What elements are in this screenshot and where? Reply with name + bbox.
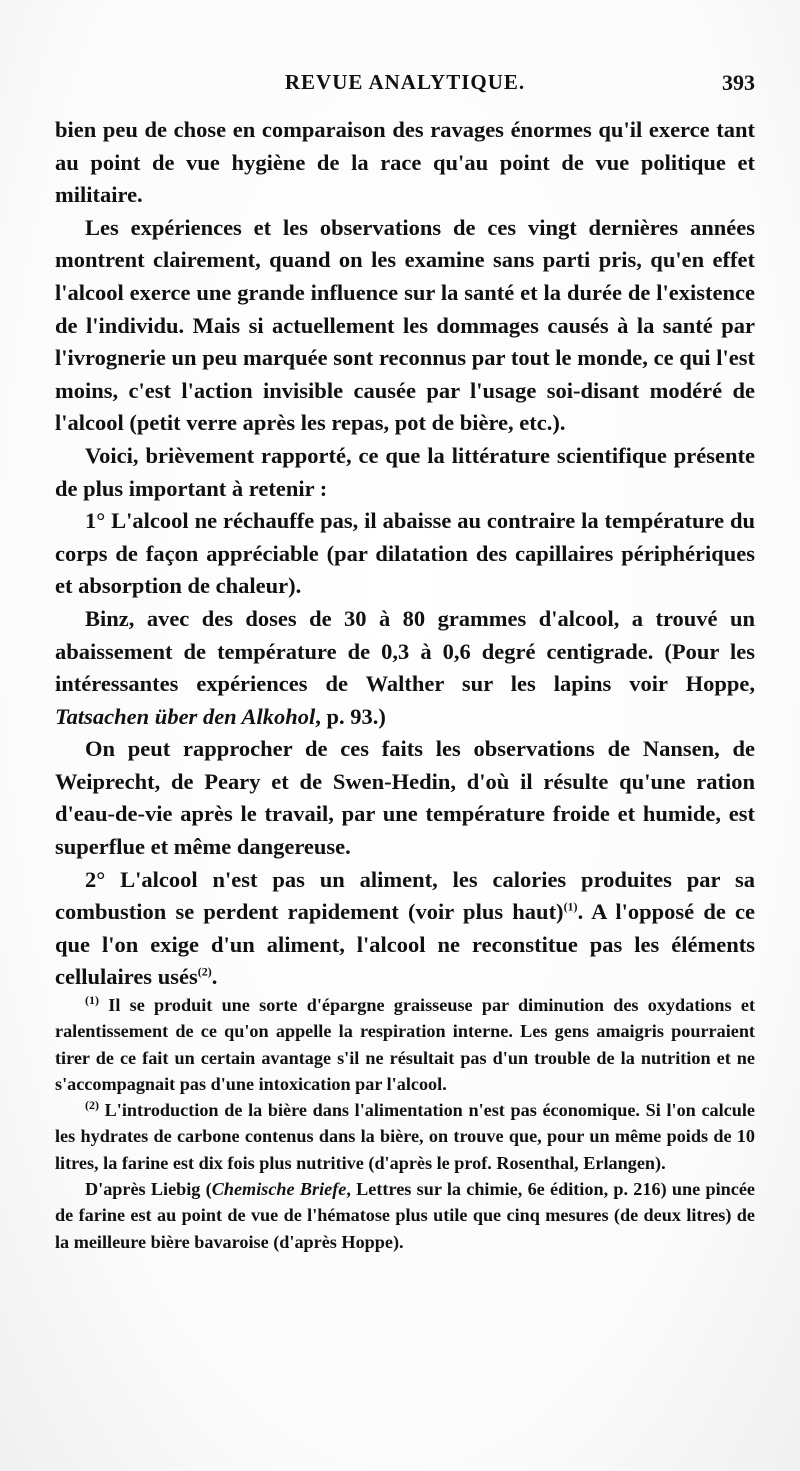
page-number: 393 (722, 70, 755, 95)
paragraph-5 (55, 603, 755, 733)
paragraph-5-italic-title: Tatsachen über den Alkohol (55, 703, 316, 729)
footnote-ref-2: (2) (197, 964, 212, 979)
footnote-3-italic-title: Chemische Briefe (211, 1179, 347, 1200)
footnote-1 (55, 992, 755, 1097)
running-head: REVUE ANALYTIQUE. (284, 70, 526, 94)
footnote-1-text: Il se produit une sorte d'épargne graisseuse par diminution des oxydations et ralentissement de ce qu'on appelle la respiration interne. Les gens amaigris pourraient tirer de ce fait un certain avantage s'il ne résultait pas d'un trouble de la nutrition et ne s'accompagnait pas d'une intoxication par l'alcool. (55, 995, 755, 1094)
paragraph-7-end: . (211, 964, 218, 990)
paragraph-5-end: , p. 93.) (315, 703, 386, 729)
paragraph-2: Les expériences et les observations de ces vingt dernières années montrent clairement, quand on les examine sans parti pris, qu'en effet l'alcool exerce une grande influence sur la santé et la durée de l'existence de l'individu. Mais si actuellement les dommages causés à la santé par l'ivrognerie un peu marquée sont reconnus par tout le monde, ce qui l'est moins, c'est l'action invisible causée par l'usage soi-disant modéré de l'alcool (petit verre après les repas, pot de bière, etc.). (55, 214, 755, 436)
paragraph-7 (55, 864, 755, 994)
paragraph-6: On peut rapprocher de ces faits les observations de Nansen, de Weiprecht, de Peary et de Swen-Hedin, d'où il résulte qu'une ration d'eau-de-vie après le travail, par une température froide et humide, est superflue et même dangereuse. (55, 736, 755, 860)
footnote-3-start: D'après Liebig ( (85, 1179, 212, 1200)
footnote-2 (55, 1097, 755, 1176)
footnote-2-mark: (2) (85, 1098, 99, 1113)
paragraph-1: bien peu de chose en comparaison des ravages énormes qu'il exerce tant au point de vue hygiène de la race qu'au point de vue politique et militaire. (55, 117, 755, 208)
main-text (55, 114, 755, 994)
paragraph-4: 1° L'alcool ne réchauffe pas, il abaisse au contraire la température du corps de façon appréciable (par dilatation des capillaires périphériques et absorption de chaleur). (55, 508, 755, 599)
footnote-ref-1: (1) (563, 899, 578, 914)
footnotes (55, 992, 755, 1255)
paragraph-7-mid: . A l'opposé de ce que l'on exige d'un aliment, l'alcool ne reconstitue pas les éléments cellulaires usés (55, 899, 755, 990)
footnote-1-mark: (1) (85, 992, 99, 1007)
footnote-2-continuation (55, 1176, 755, 1255)
paragraph-5-start: Binz, avec des doses de 30 à 80 grammes d'alcool, a trouvé un abaissement de température de 0,3 à 0,6 degré centigrade. (Pour les intéressantes expériences de Walther sur les lapins voir Hoppe, (55, 605, 755, 697)
paragraph-3: Voici, brièvement rapporté, ce que la littérature scientifique présente de plus important à retenir : (55, 442, 755, 501)
footnote-3-end: , Lettres sur la chimie, 6e édition, p. 216) une pincée de farine est au point de vue de l'hématose plus utile que cinq mesures (de deux litres) de la meilleure bière bavaroise (d'après Hoppe). (55, 1179, 755, 1252)
paragraph-7-start: 2° L'alcool n'est pas un aliment, les calories produites par sa combustion se perdent rapidement (voir plus haut) (55, 866, 755, 925)
page-header (55, 70, 755, 104)
footnote-2-text: L'introduction de la bière dans l'alimentation n'est pas économique. Si l'on calcule les hydrates de carbone contenus dans la bière, on trouve que, pour un même poids de 10 litres, la farine est dix fois plus nutritive (d'après le prof. Rosenthal, Erlangen). (55, 1100, 755, 1173)
